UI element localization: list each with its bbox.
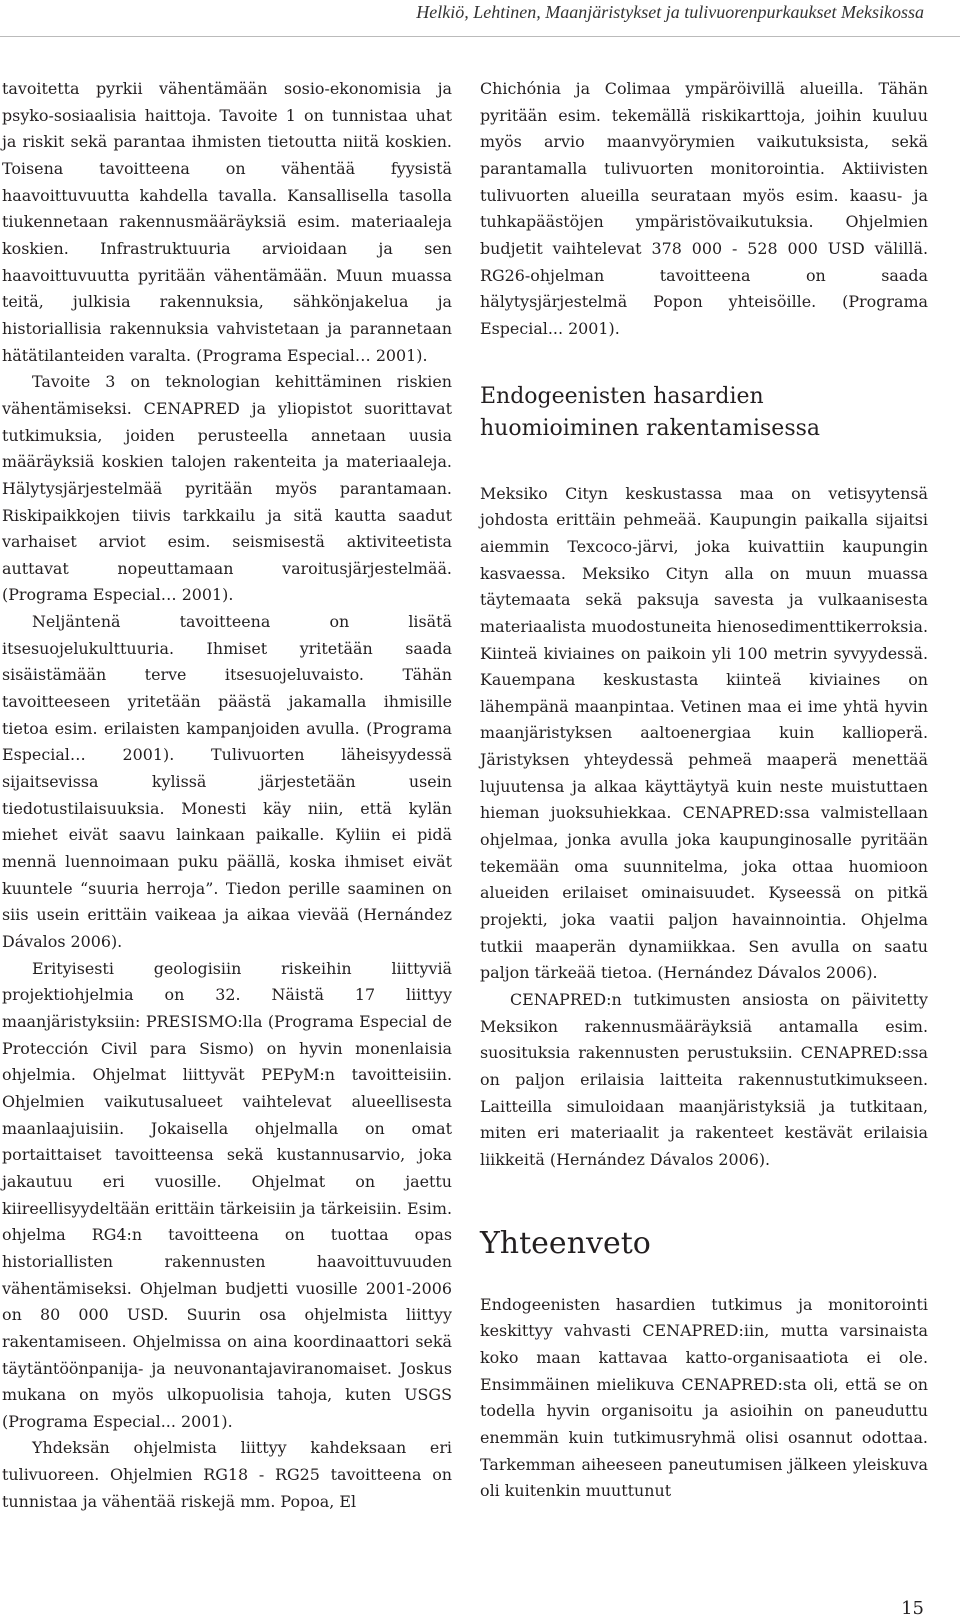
- paragraph: Chichónia ja Colimaa ympäröivillä alueilla. Tähän pyritään esim. tekemällä riskikarttoja, joihin kuuluu myös arvio maanvyörymien vaikutuksista, sekä parantamalla tulivuorten monitorointia. Aktiivisten tulivuorten alueilla seurataan myös esim. kaasu- ja tuhkapäästöjen ympäristövaikutuksia. Ohjelmien budjetit vaihtelevat 378 000 - 528 000 USD välillä. RG26-ohjelman tavoitteena on saada hälytysjärjestelmä Popon yhteisöille. (Programa Especial... 2001).: [480, 79, 928, 338]
- paragraph: Meksiko Cityn keskustassa maa on vetisyytensä johdosta erittäin pehmeää. Kaupungin paikalla sijaitsi aiemmin Texcoco-järvi, joka kuivattiin kaupungin kasvaessa. Meksiko Cityn alla on muun muassa täytemaata sekä paksuja savesta ja vulkaanisesta materiaalista muodostuneita hienosedimenttikerroksia. Kiinteä kiviaines on paikoin yli 100 metrin syvyydessä. Kauempana keskustasta kiinteä kiviaines on lähempänä maanpintaa. Vetinen maa ei ime yhtä hyvin maanjäristyksen aaltoenergiaa kuin kallioperä. Järistyksen yhteydessä pehmeä maaperä menettää lujuutensa ja alkaa käyttäytyä kuin neste muistuttaen hieman juoksuhiekkaa. CENAPRED:ssa valmistellaan ohjelmaa, jonka avulla joka kaupunginosalle pyritään tekemään oma suunnitelma, joka ottaa huomioon alueiden erilaiset ominaisuudet. Kyseessä on pitkä projekti, joka vaatii paljon havainnointia. Ohjelma tutkii maaperän dynamiikkaa. Sen avulla on saatu paljon tärkeää tietoa. (Hernández Dávalos 2006).: [480, 483, 928, 983]
- paragraph: Endogeenisten hasardien tutkimus ja monitorointi keskittyy vahvasti CENAPRED:iin, mutta varsinaista koko maan kattavaa katto-organisaatiota ei ole. Ensimmäinen mielikuva CENAPRED:sta oli, että se on todella hyvin organisoitu ja asioihin on paneuduttu enemmän kuin tutkimusryhmä olisi osannut odottaa. Tarkemman aiheeseen paneutumisen jälkeen yleiskuva oli kuitenkin muuttunut: [480, 1294, 928, 1501]
- paragraph: Yhdeksän ohjelmista liittyy kahdeksaan eri tulivuoreen. Ohjelmien RG18 - RG25 tavoitteena on tunnistaa ja vähentää riskejä mm. Popoa, El: [2, 1438, 452, 1511]
- section-heading-endogenous: Endogeenisten hasardien huomioiminen rakentamisessa: [480, 383, 821, 441]
- paragraph: tavoitetta pyrkii vähentämään sosio-ekonomisia ja psyko-sosiaalisia haittoja. Tavoite 1 on tunnistaa uhat ja riskit sekä parantaa ihmisten tietoutta niitä koskien. Toisena tavoitteena on vähentää fyysistä haavoittuvuutta kahdella tavalla. Kansallisella tasolla tiukennetaan rakennusmääräyksiä esim. materiaaleja koskien. Infrastruktuuria arvioidaan ja sen haavoittuvuutta pyritään vähentämään. Muun muassa teitä, julkisia rakennuksia, sähkönjakelua ja historiallisia rakennuksia vahvistetaan ja parannetaan hätätilanteiden varalta. (Programa Especial… 2001).: [2, 79, 452, 365]
- paragraph: CENAPRED:n tutkimusten ansiosta on päivitetty Meksikon rakennusmääräyksiä antamalla esim. suosituksia rakennusten perustuksiin. CENAPRED:ssa on paljon erilaisia laitteita rakennustutkimukseen. Laitteilla simuloidaan maanjäristyksiä ja tutkitaan, miten eri materiaalit ja rakenteet kestävät erilaisia liikkeitä (Hernández Dávalos 2006).: [480, 990, 928, 1169]
- running-header: Helkiö, Lehtinen, Maanjäristykset ja tulivuorenpurkaukset Meksikossa: [416, 2, 924, 22]
- page-number: 15: [901, 1598, 924, 1619]
- paragraph: Tavoite 3 on teknologian kehittäminen riskien vähentämiseksi. CENAPRED ja yliopistot suorittavat tutkimuksia, joiden perusteella annetaan uusia määräyksiä koskien talojen rakenteita ja materiaaleja. Hälytysjärjestelmää pyritään myös parantamaan. Riskipaikkojen tiivis tarkkailu ja sitä kautta saadut varhaiset arviot esim. seismisestä aktiviteetista auttavat nopeuttamaan varoitusjärjestelmää. (Programa Especial… 2001).: [2, 372, 452, 605]
- left-column: [2, 76, 452, 1515]
- paragraph: Neljäntenä tavoitteena on lisätä itsesuojelukulttuuria. Ihmiset yritetään saada sisäistämään terve itsesuojeluvaisto. Tähän tavoitteeseen yritetään päästä jakamalla ihmisille tietoa esim. erilaisten kampanjoiden avulla. (Programa Especial… 2001). Tulivuorten läheisyydessä sijaitsevissa kylissä järjestetään usein tiedotustilaisuuksia. Monesti käy niin, että kylän miehet eivät saavu lainkaan paikalle. Kyliin ei pidä mennä luennoimaan puku päällä, koska ihmiset eivät kuuntele “suuria herroja”. Tiedon perille saaminen on siis usein erittäin vaikeaa ja aikaa vievää (Hernández Dávalos 2006).: [2, 612, 452, 951]
- paragraph: Erityisesti geologisiin riskeihin liittyviä projektiohjelmia on 32. Näistä 17 liittyy maanjäristyksiin: PRESISMO:lla (Programa Especial de Protección Civil para Sismo) on hyvin monenlaisia ohjelmia. Ohjelmat liittyvät PEPyM:n tavoitteisiin. Ohjelmien vaikutusalueet vaihtelevat alueellisesta maanlaajuisiin. Jokaisella ohjelmalla on omat portaittaiset tavoitteensa sekä kustannusarvio, joka jakautuu eri vuosille. Ohjelmat on jaettu kiireellisyydeltään erittäin tärkeisiin ja tärkeisiin. Esim. ohjelma RG4:n tavoitteena on tuottaa opas historiallisten rakennusten haavoittuvuuden vähentämiseksi. Ohjelman budjetti vuosille 2001-2006 on 80 000 USD. Suurin osa ohjelmista liittyy rakentamiseen. Ohjelmissa on aina koordinaattori sekä täytäntöönpanija- ja neuvonantajaviranomaiset. Joskus mukana on myös ulkopuolisia tahoja, kuten USGS (Programa Especial... 2001).: [2, 958, 452, 1431]
- header-rule: [0, 36, 960, 37]
- right-column: [480, 76, 928, 1505]
- section-heading-summary: Yhteenveto: [480, 1225, 651, 1261]
